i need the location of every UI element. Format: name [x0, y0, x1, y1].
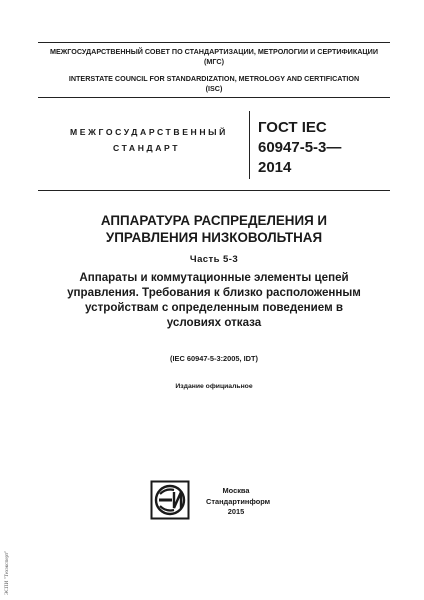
council-name-en: [38, 74, 390, 93]
official-edition-label: Издание официальное: [175, 383, 253, 390]
gost-divider: [249, 111, 250, 179]
subtitle-line2: управления. Требования к близко расположенным: [67, 286, 361, 299]
gost-designation: [258, 118, 341, 178]
top-rule: [38, 42, 390, 43]
council-name-ru-text: МЕЖГОСУДАРСТВЕННЫЙ СОВЕТ ПО СТАНДАРТИЗАЦИИ, МЕТРОЛОГИИ И СЕРТИФИКАЦИИ: [49, 47, 379, 56]
standard-type-line2: СТАНДАРТ: [113, 143, 181, 153]
council-name-ru: [38, 47, 390, 66]
gost-line2: 60947-5-3—: [258, 139, 342, 156]
subtitle-line1: Аппараты и коммутационные элементы цепей: [79, 271, 349, 284]
header-rule: [38, 97, 390, 98]
publication-city: Москва: [222, 486, 250, 495]
iec-reference: (IEC 60947-5-3:2005, IDT): [170, 354, 258, 363]
gost-line1: ГОСТ IEC: [258, 119, 327, 136]
document-title: [38, 212, 390, 246]
publication-info: [206, 486, 271, 518]
standartinform-logo-icon: [150, 480, 190, 520]
gost-line3: 2014: [258, 159, 292, 176]
title-line1: АППАРАТУРА РАСПРЕДЕЛЕНИЯ И: [100, 213, 328, 228]
council-abbr-en: (ISC): [205, 83, 223, 93]
title-rule: [38, 190, 390, 191]
part-number: Часть 5-3: [189, 254, 239, 265]
publication-year: 2015: [227, 507, 245, 517]
document-subtitle: [50, 270, 378, 330]
side-watermark-stamp: ЭСПИ "Техэксперт": [4, 550, 10, 595]
subtitle-line3: устройствам с определенным поведением в: [84, 301, 344, 314]
title-line2: УПРАВЛЕНИЯ НИЗКОВОЛЬТНАЯ: [105, 230, 323, 245]
standard-type-line1: МЕЖГОСУДАРСТВЕННЫЙ: [70, 127, 228, 137]
council-abbr-ru: (МГС): [204, 56, 224, 66]
subtitle-line4: условиях отказа: [166, 316, 262, 329]
publisher-name: Стандартинформ: [206, 496, 271, 506]
council-name-en-text: INTERSTATE COUNCIL FOR STANDARDIZATION, METROLOGY AND CERTIFICATION: [68, 74, 360, 83]
